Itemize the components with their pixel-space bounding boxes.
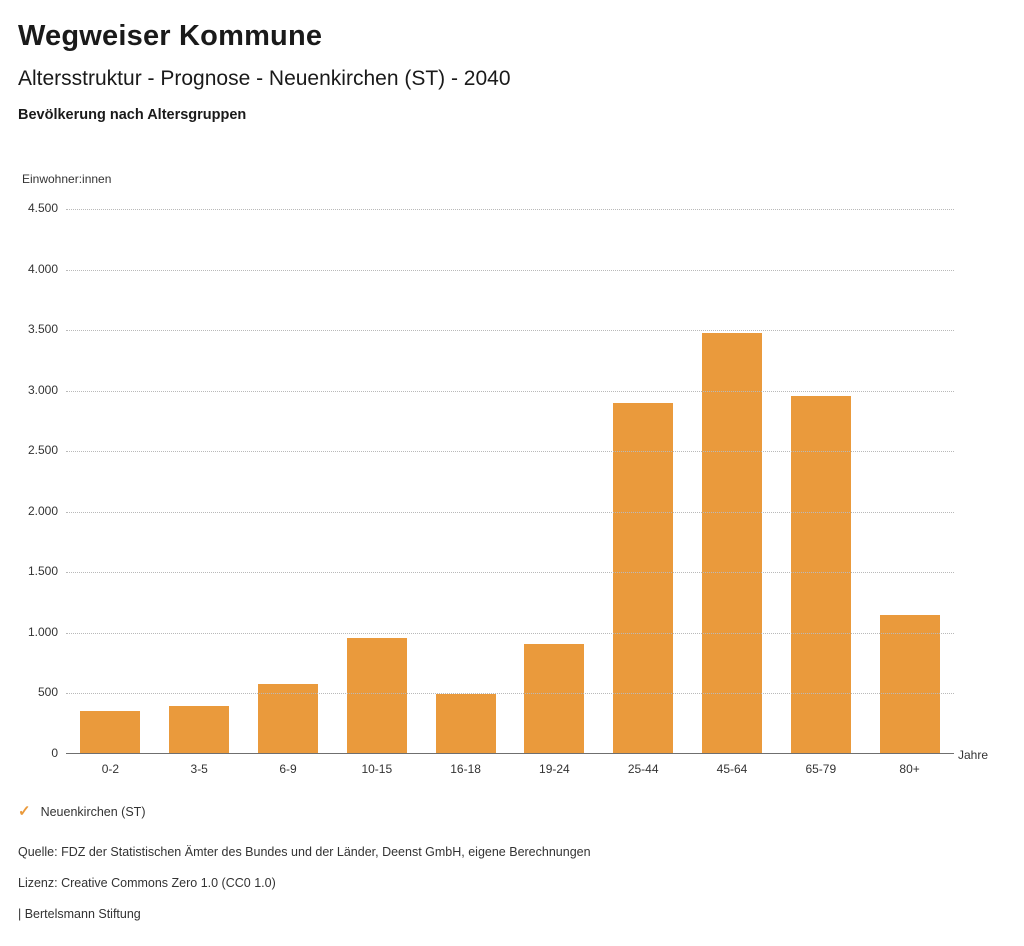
x-tick-label: 45-64 bbox=[716, 762, 748, 776]
gridline bbox=[66, 391, 954, 392]
y-axis-title: Einwohner:innen bbox=[22, 172, 112, 186]
check-icon: ✓ bbox=[18, 803, 31, 820]
gridline bbox=[66, 693, 954, 694]
y-tick-label: 2.500 bbox=[27, 443, 58, 458]
gridline bbox=[66, 270, 954, 271]
plot-area bbox=[66, 209, 954, 754]
x-tick-label: 6-9 bbox=[279, 762, 297, 776]
bar[interactable] bbox=[169, 706, 229, 754]
page-title: Wegweiser Kommune bbox=[18, 20, 323, 52]
x-tick-label: 25-44 bbox=[627, 762, 659, 776]
chart-subtitle: Altersstruktur - Prognose - Neuenkirchen (ST) - 2040 bbox=[18, 67, 511, 90]
x-tick-label: 10-15 bbox=[361, 762, 393, 776]
x-axis-line bbox=[66, 753, 954, 754]
x-tick-label: 19-24 bbox=[539, 762, 570, 776]
x-tick-label: 3-5 bbox=[190, 762, 208, 776]
legend-label: Neuenkirchen (ST) bbox=[40, 804, 146, 819]
license-note: Lizenz: Creative Commons Zero 1.0 (CC0 1.0) bbox=[18, 876, 276, 890]
source-note: Quelle: FDZ der Statistischen Ämter des Bundes und der Länder, Deenst GmbH, eigene Berechnungen bbox=[18, 845, 591, 859]
gridline bbox=[66, 209, 954, 210]
bar[interactable] bbox=[436, 694, 496, 754]
y-tick-label: 2.000 bbox=[27, 503, 58, 518]
chart-sub-subtitle: Bevölkerung nach Altersgruppen bbox=[18, 107, 247, 123]
bar[interactable] bbox=[880, 615, 940, 754]
legend[interactable] bbox=[18, 804, 145, 819]
y-tick-label: 1.000 bbox=[27, 624, 58, 639]
gridline bbox=[66, 330, 954, 331]
bar[interactable] bbox=[80, 711, 140, 754]
y-tick-label: 4.500 bbox=[27, 201, 58, 215]
gridline bbox=[66, 572, 954, 573]
x-tick-label: 65-79 bbox=[805, 762, 837, 776]
y-tick-label: 1.500 bbox=[27, 564, 58, 579]
y-tick-label: 0 bbox=[51, 746, 58, 760]
bars-layer bbox=[66, 209, 954, 754]
x-tick-label: 0-2 bbox=[101, 762, 120, 776]
bar[interactable] bbox=[347, 638, 407, 754]
x-tick-label: 16-18 bbox=[450, 762, 481, 776]
bar[interactable] bbox=[524, 644, 584, 754]
x-tick-label: 80+ bbox=[899, 762, 920, 776]
x-axis-title: Jahre bbox=[958, 748, 989, 762]
bar[interactable] bbox=[791, 396, 851, 754]
bar[interactable] bbox=[702, 333, 762, 754]
gridline bbox=[66, 451, 954, 452]
y-tick-label: 500 bbox=[37, 685, 58, 700]
gridline bbox=[66, 633, 954, 634]
y-tick-label: 3.000 bbox=[27, 382, 58, 397]
y-tick-label: 3.500 bbox=[27, 322, 58, 337]
publisher-note: | Bertelsmann Stiftung bbox=[18, 907, 141, 921]
y-tick-label: 4.000 bbox=[27, 261, 58, 276]
gridline bbox=[66, 512, 954, 513]
bar[interactable] bbox=[613, 403, 673, 754]
